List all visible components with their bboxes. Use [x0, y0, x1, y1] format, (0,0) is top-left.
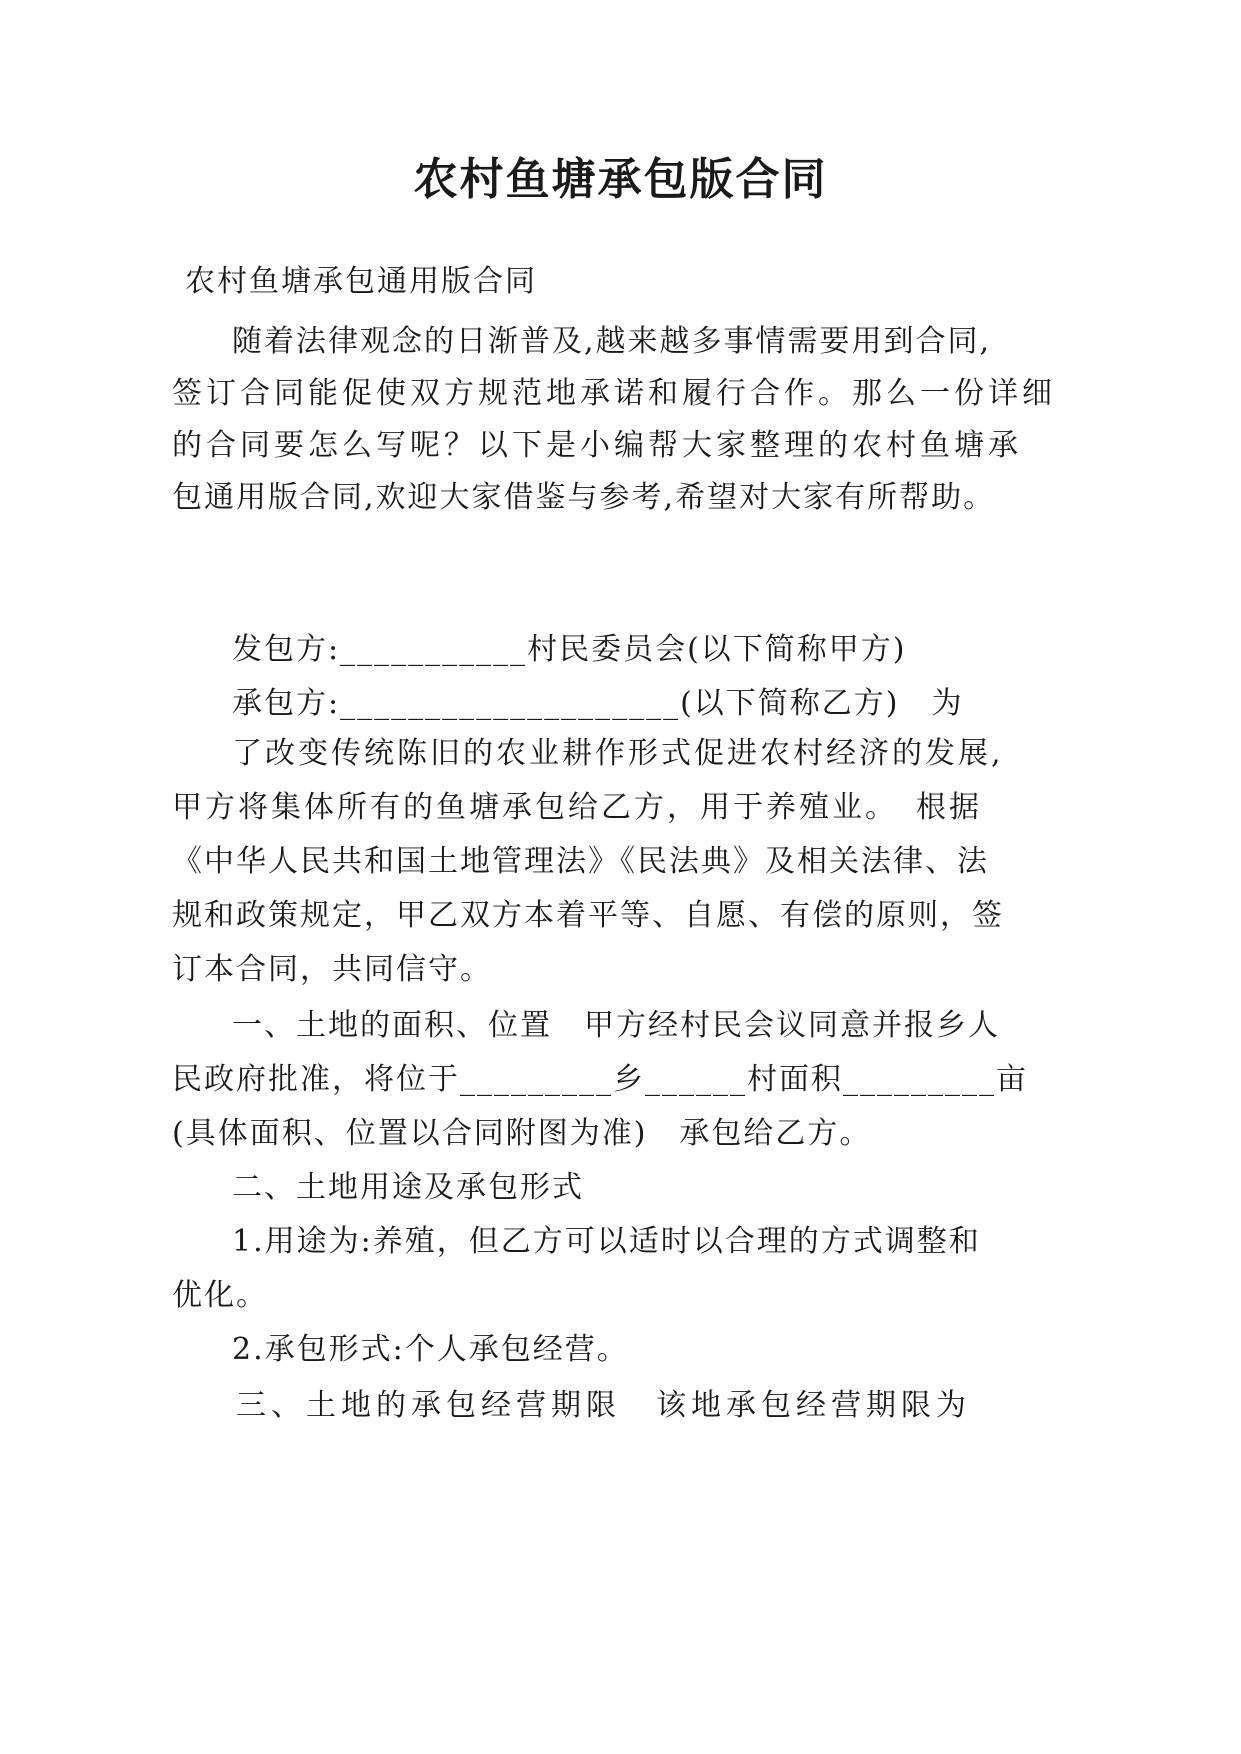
section-2-heading: 二、土地用途及承包形式 [232, 1170, 584, 1205]
body-line: 规和政策规定，甲乙双方本着平等、自愿、有偿的原则，签 [172, 898, 1004, 933]
intro-line: 的合同要怎么写呢？以下是小编帮大家整理的农村鱼塘承 [172, 428, 1022, 463]
body-line: 订本合同，共同信守。 [172, 952, 492, 987]
body-line: 甲方将集体所有的鱼塘承包给乙方，用于养殖业。 根据 [172, 790, 982, 825]
intro-line: 包通用版合同,欢迎大家借鉴与参考,希望对大家有所帮助。 [172, 480, 996, 515]
party-b-line: 承包方:____________________(以下简称乙方) 为 [232, 686, 964, 721]
section-1-line: (具体面积、位置以合同附图为准) 承包给乙方。 [172, 1116, 872, 1151]
body-line: 了改变传统陈旧的农业耕作形式促进农村经济的发展, [232, 736, 1004, 771]
intro-line: 签订合同能促使双方规范地承诺和履行合作。那么一份详细 [172, 376, 1056, 411]
section-2-item-1-line: 优化。 [172, 1278, 268, 1313]
section-3-line: 三、土地的承包经营期限 该地承包经营期限为 [236, 1388, 971, 1423]
intro-line: 随着法律观念的日渐普及,越来越多事情需要用到合同, [232, 324, 992, 359]
section-1-line: 一、土地的面积、位置 甲方经村民会议同意并报乡人 [232, 1008, 1000, 1043]
party-a-line: 发包方:___________村民委员会(以下简称甲方) [232, 632, 907, 667]
section-2-item-2: 2.承包形式:个人承包经营。 [232, 1332, 629, 1367]
body-line: 《中华人民共和国土地管理法》《民法典》及相关法律、法 [172, 844, 989, 879]
section-2-item-1-line: 1.用途为:养殖，但乙方可以适时以合理的方式调整和 [232, 1224, 981, 1259]
section-1-line: 民政府批准，将位于_________乡______村面积_________亩 [172, 1062, 1028, 1097]
document-title: 农村鱼塘承包版合同 [413, 154, 828, 205]
document-subtitle: 农村鱼塘承包通用版合同 [185, 264, 537, 299]
